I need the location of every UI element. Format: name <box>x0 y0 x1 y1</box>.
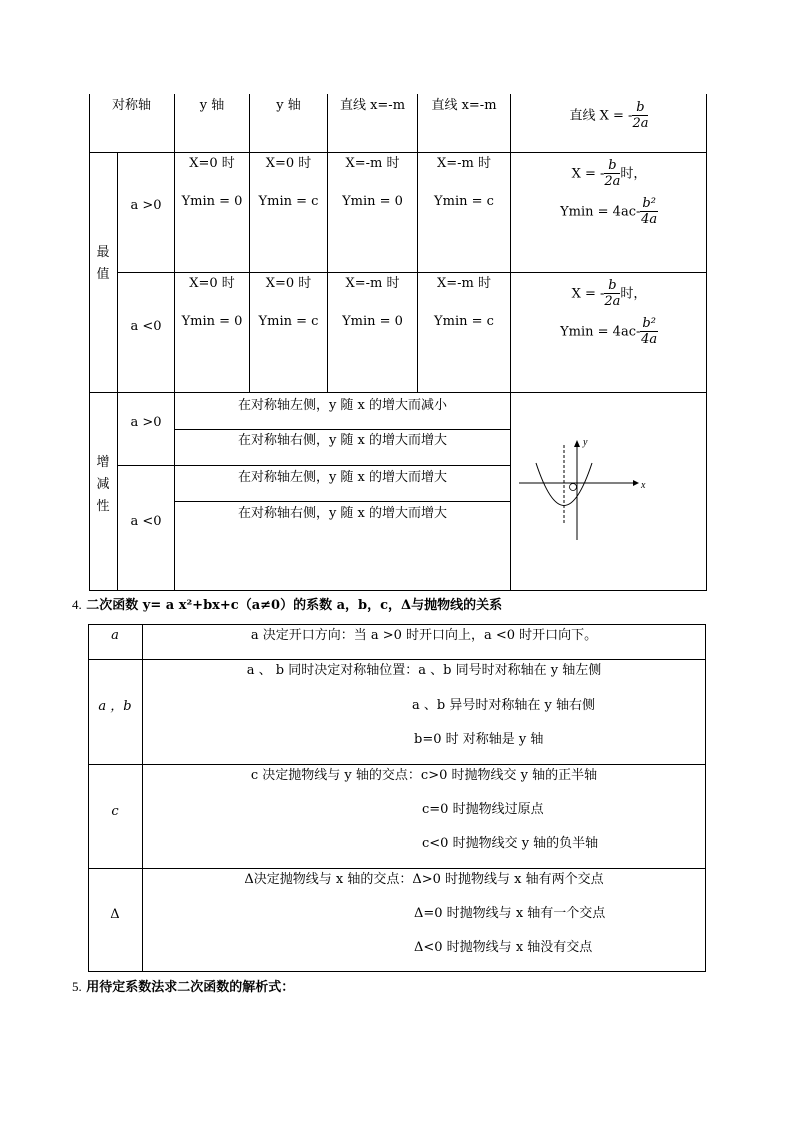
section-title: 二次函数 y= a x²+bx+c（a≠0）的系数 a，b，c，Δ与抛物线的关系 <box>86 598 503 613</box>
coefficient-table <box>88 624 706 972</box>
table-divider <box>417 94 418 393</box>
extreme-general-formula: X = - $\frac{b}{2a}$ 时， Ymin = 4ac- $\frac{\text{b²}}{4a}$ <box>560 278 658 347</box>
coef-desc: a 、b 异号时对称轴在 y 轴右侧 <box>412 698 595 713</box>
y-axis-label: y <box>583 437 588 448</box>
axis-cell: 直线 x=-m <box>431 98 497 113</box>
properties-table <box>89 94 707 591</box>
axis-general-formula <box>511 100 707 132</box>
monotonic-text: 在对称轴右侧，y 随 x 的增大而增大 <box>237 433 448 448</box>
table-divider <box>88 659 706 660</box>
section-title: 用待定系数法求二次函数的解析式： <box>86 980 295 995</box>
coef-desc: a 、 b 同时决定对称轴位置：a 、b 同号时对称轴在 y 轴左侧 <box>246 663 602 678</box>
extreme-cell: X=0 时 Ymin = c <box>258 276 319 329</box>
coef-desc: Δ<0 时抛物线与 x 轴没有交点 <box>414 940 593 955</box>
table-divider <box>89 152 707 153</box>
monotonic-text: 在对称轴右侧，y 随 x 的增大而增大 <box>237 506 448 521</box>
extreme-cell: X=-m 时 Ymin = 0 <box>342 276 403 329</box>
section-number: 5. <box>72 979 82 994</box>
cond-a-positive: a >0 <box>130 415 162 430</box>
coef-desc: Δ=0 时抛物线与 x 轴有一个交点 <box>414 906 606 921</box>
extreme-general-formula: X = - $\frac{b}{2a}$ 时， Ymin = 4ac- $\frac{\text{b²}}{4a}$ <box>560 158 658 227</box>
x-axis-arrow <box>633 480 639 486</box>
extreme-cell: X=0 时 Ymin = c <box>258 156 319 209</box>
coef-desc: c=0 时抛物线过原点 <box>422 802 544 817</box>
parabola-curve <box>536 463 592 506</box>
extreme-cell: X=-m 时 Ymin = c <box>434 276 494 329</box>
monotonic-label: 增减性 <box>96 455 110 514</box>
table-border-top <box>88 624 706 625</box>
coef-key: Δ <box>110 907 120 922</box>
table-border-bottom <box>89 590 707 591</box>
table-divider <box>327 94 328 393</box>
extreme-cell: X=-m 时 Ymin = 0 <box>342 156 403 209</box>
coef-desc: a 决定开口方向：当 a >0 时开口向上，a <0 时开口向下。 <box>250 628 598 643</box>
coef-desc: Δ决定抛物线与 x 轴的交点：Δ>0 时抛物线与 x 轴有两个交点 <box>244 872 604 887</box>
y-axis-arrow <box>574 440 580 447</box>
section-number: 4. <box>72 597 82 612</box>
extreme-cell: X=-m 时 Ymin = c <box>434 156 494 209</box>
axis-row-label: 对称轴 <box>111 98 151 113</box>
axis-cell: 直线 x=-m <box>339 98 406 113</box>
cond-a-negative: a <0 <box>130 319 162 334</box>
parabola-graph <box>511 393 706 590</box>
extreme-cell: X=0 时 Ymin = 0 <box>181 156 243 209</box>
table-divider <box>117 272 707 273</box>
monotonic-text: 在对称轴左侧，y 随 x 的增大而增大 <box>237 470 448 485</box>
cond-a-negative: a <0 <box>130 514 162 529</box>
extreme-cell: X=0 时 Ymin = 0 <box>181 276 243 329</box>
table-divider <box>249 94 250 393</box>
extreme-label: 最值 <box>96 245 110 282</box>
origin-marker <box>570 484 577 491</box>
table-divider <box>88 868 706 869</box>
axis-cell: y 轴 <box>199 98 225 113</box>
monotonic-text: 在对称轴左侧，y 随 x 的增大而减小 <box>237 398 448 413</box>
x-axis-label: x <box>641 480 646 491</box>
formula-prefix: 直线 X = - <box>569 108 633 124</box>
cond-a-positive: a >0 <box>130 198 162 213</box>
section-4-heading <box>72 594 502 613</box>
table-divider <box>88 764 706 765</box>
table-divider <box>117 465 175 466</box>
section-5-heading <box>72 976 294 995</box>
table-divider <box>174 501 511 502</box>
table-divider <box>174 465 511 466</box>
axis-cell: y 轴 <box>276 98 301 113</box>
coef-key: a <box>111 628 119 643</box>
coef-key: a ，b <box>98 699 132 714</box>
table-border-right <box>705 624 706 972</box>
fraction: $\frac{b}{2a}$ <box>632 100 649 131</box>
coef-desc: c<0 时抛物线交 y 轴的负半轴 <box>422 836 599 851</box>
table-divider <box>174 429 511 430</box>
table-border-bottom <box>88 971 706 972</box>
coef-desc: b=0 时 对称轴是 y 轴 <box>414 732 544 747</box>
coef-desc: c 决定抛物线与 y 轴的交点：c>0 时抛物线交 y 轴的正半轴 <box>250 768 598 783</box>
coef-key: c <box>111 804 119 819</box>
